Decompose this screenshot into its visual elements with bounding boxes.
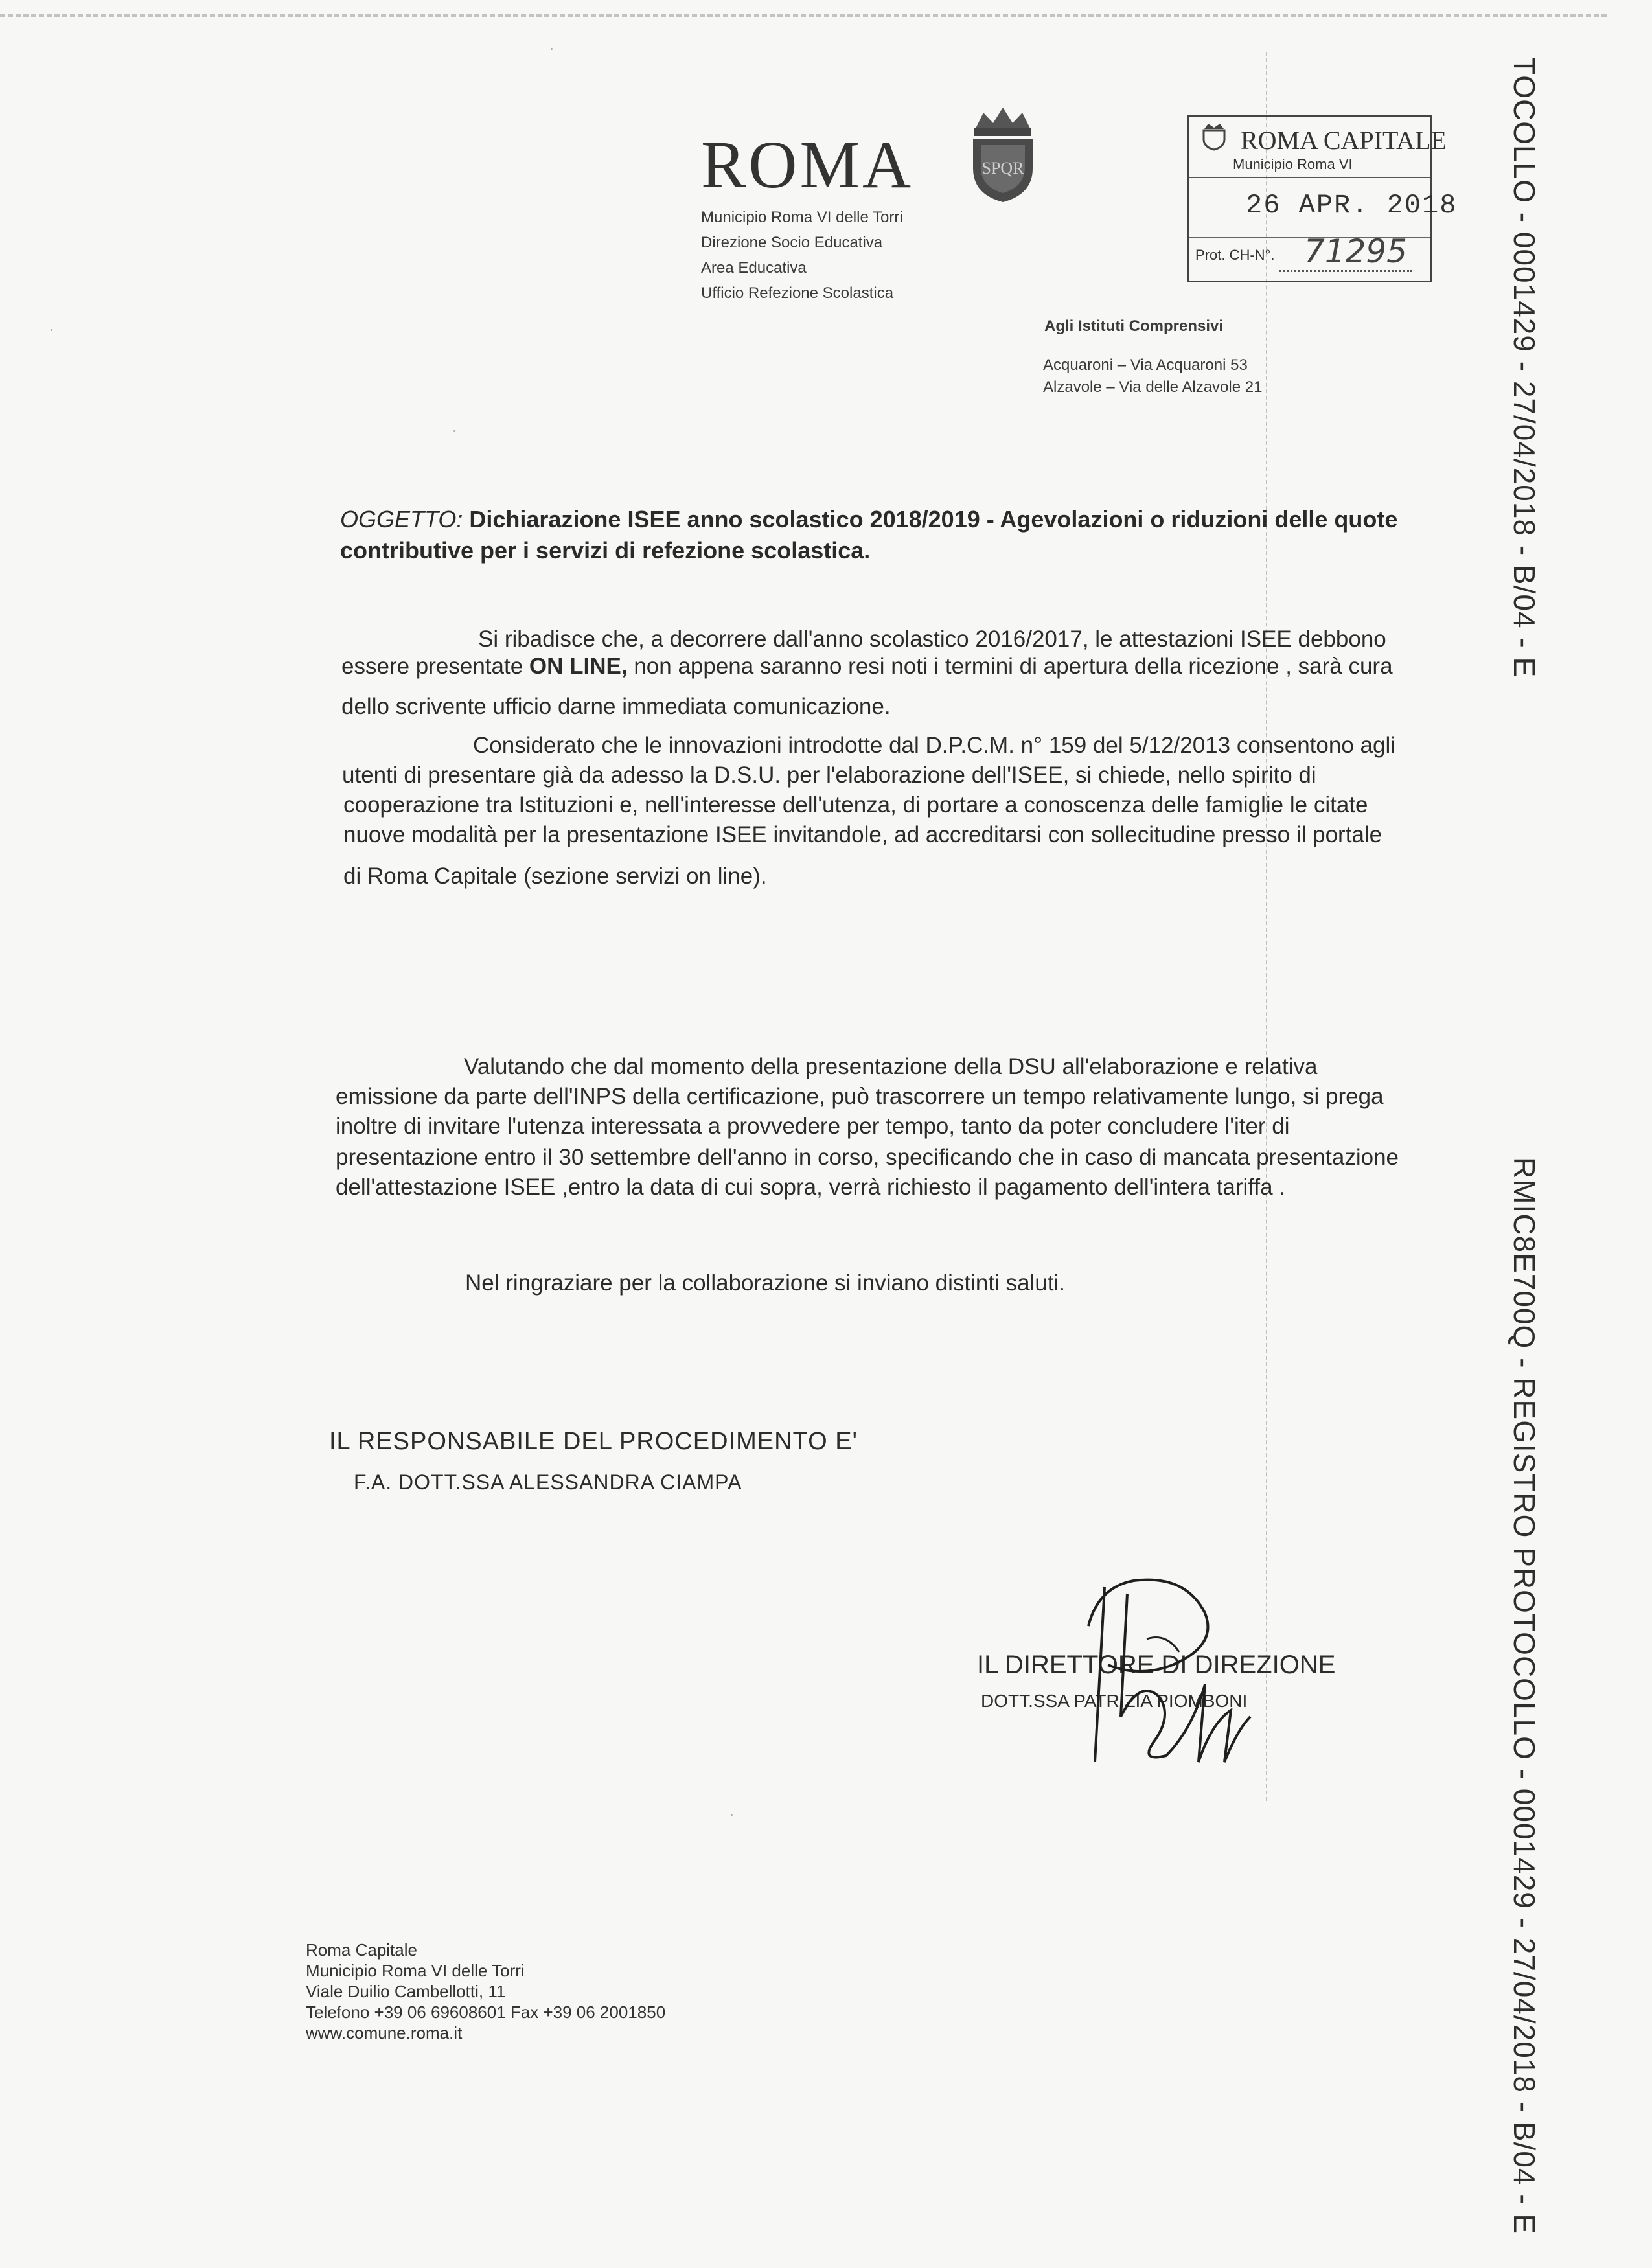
- subject-text: contributive per i servizi di refezione scolastica.: [340, 537, 871, 564]
- stamp-dotted-line: [1279, 270, 1412, 272]
- roma-crest-icon: [964, 104, 1042, 204]
- paragraph-line: Valutando che dal momento della presentazione della DSU all'elaborazione e relativa: [464, 1054, 1318, 1079]
- paragraph-line: [341, 654, 1393, 679]
- scan-speck: [551, 48, 553, 50]
- responsible-name: F.A. DOTT.SSA ALESSANDRA CIAMPA: [354, 1471, 742, 1494]
- svg-text:SPQR: SPQR: [981, 159, 1024, 178]
- paragraph-line: Considerato che le innovazioni introdotte dal D.P.C.M. n° 159 del 5/12/2013 consentono agli: [473, 733, 1396, 758]
- paragraph-line: utenti di presentare già da adesso la D.S.U. per l'elaborazione dell'ISEE, si chiede, nello spirito di: [342, 762, 1316, 788]
- office-line: Municipio Roma VI delle Torri: [701, 209, 903, 226]
- closing-line: Nel ringraziare per la collaborazione si inviano distinti saluti.: [465, 1270, 1066, 1296]
- office-line: Direzione Socio Educativa: [701, 234, 883, 251]
- paragraph-line: cooperazione tra Istituzioni e, nell'interesse dell'utenza, di portare a conoscenza delle famiglie le citate: [343, 792, 1368, 818]
- stamp-date: 26 APR. 2018: [1246, 190, 1458, 221]
- paragraph-line: di Roma Capitale (sezione servizi on line).: [343, 864, 767, 889]
- text-span: essere presentate: [341, 654, 529, 679]
- scan-speck: [51, 329, 52, 331]
- handwritten-signature: [1011, 1568, 1283, 1801]
- footer-line: www.comune.roma.it: [306, 2023, 463, 2043]
- footer-address: [306, 1940, 665, 2043]
- stamp-protocol-number: 71295: [1304, 233, 1408, 270]
- protocol-stamp: [1187, 115, 1458, 282]
- subject-line: [340, 536, 870, 565]
- subject-text: Dichiarazione ISEE anno scolastico 2018/2019 - Agevolazioni o riduzioni delle quote: [469, 506, 1398, 533]
- paragraph-line: dell'attestazione ISEE ,entro la data di cui sopra, verrà richiesto il pagamento dell'intera tariffa .: [336, 1174, 1286, 1200]
- side-protocol-label-top: TOCOLLO - 0001429 - 27/04/2018 - B/04 - E: [1508, 57, 1541, 678]
- recipient-line: Alzavole – Via delle Alzavole 21: [1043, 378, 1263, 396]
- stamp-header: [1189, 117, 1447, 178]
- footer-line: Telefono +39 06 69608601 Fax +39 06 2001850: [306, 2002, 666, 2022]
- paragraph-line: dello scrivente ufficio darne immediata comunicazione.: [341, 694, 891, 719]
- footer-line: Municipio Roma VI delle Torri: [306, 1961, 525, 1980]
- subject-label: OGGETTO:: [340, 506, 463, 533]
- paragraph-line: presentazione entro il 30 settembre dell'anno in corso, specificando che in caso di mancata presentazione: [336, 1145, 1399, 1170]
- paragraph-line: nuove modalità per la presentazione ISEE invitandole, ad accreditarsi con sollecitudine presso il portale: [343, 822, 1382, 847]
- text-bold: ON LINE,: [529, 654, 628, 679]
- footer-line: Roma Capitale: [306, 1940, 417, 1960]
- office-line: Ufficio Refezione Scolastica: [701, 284, 894, 302]
- footer-line: Viale Duilio Cambellotti, 11: [306, 1982, 506, 2001]
- office-block: [701, 205, 903, 306]
- office-line: Area Educativa: [701, 259, 807, 277]
- stamp-crest-icon: [1202, 122, 1226, 151]
- recipient-line: Acquaroni – Via Acquaroni 53: [1043, 356, 1248, 374]
- side-protocol-label-bottom: RMIC8E700Q - REGISTRO PROTOCOLLO - 0001429 - 27/04/2018 - B/04 - E: [1508, 1157, 1541, 2235]
- fold-guide-line: [1266, 52, 1267, 1801]
- text-span: non appena saranno resi noti i termini di apertura della ricezione , sarà cura: [627, 654, 1393, 679]
- stamp-title: ROMA CAPITALE: [1241, 126, 1447, 155]
- responsible-title: IL RESPONSABILE DEL PROCEDIMENTO E': [329, 1428, 858, 1455]
- director-title: IL DIRETTORE DI DIREZIONE: [977, 1651, 1336, 1679]
- stamp-protocol-label: Prot. CH-N°.: [1195, 247, 1275, 263]
- paragraph-line: emissione da parte dell'INPS della certificazione, può trascorrere un tempo relativamente lungo, si prega: [336, 1084, 1384, 1109]
- roma-logo-text: ROMA: [701, 128, 914, 202]
- stamp-subtitle: Municipio Roma VI: [1233, 156, 1353, 172]
- subject-line: [340, 505, 1397, 534]
- scan-speck: [731, 1814, 733, 1816]
- paragraph-line: Si ribadisce che, a decorrere dall'anno scolastico 2016/2017, le attestazioni ISEE debbono: [478, 626, 1386, 652]
- scan-border-top: [0, 14, 1607, 17]
- paragraph-line: inoltre di invitare l'utenza interessata a provvedere per tempo, tanto da poter concludere l'iter di: [336, 1114, 1290, 1139]
- director-name: DOTT.SSA PATRIZIA PIOMBONI: [981, 1691, 1248, 1711]
- recipients-label: Agli Istituti Comprensivi: [1044, 317, 1224, 335]
- scan-speck: [453, 430, 455, 432]
